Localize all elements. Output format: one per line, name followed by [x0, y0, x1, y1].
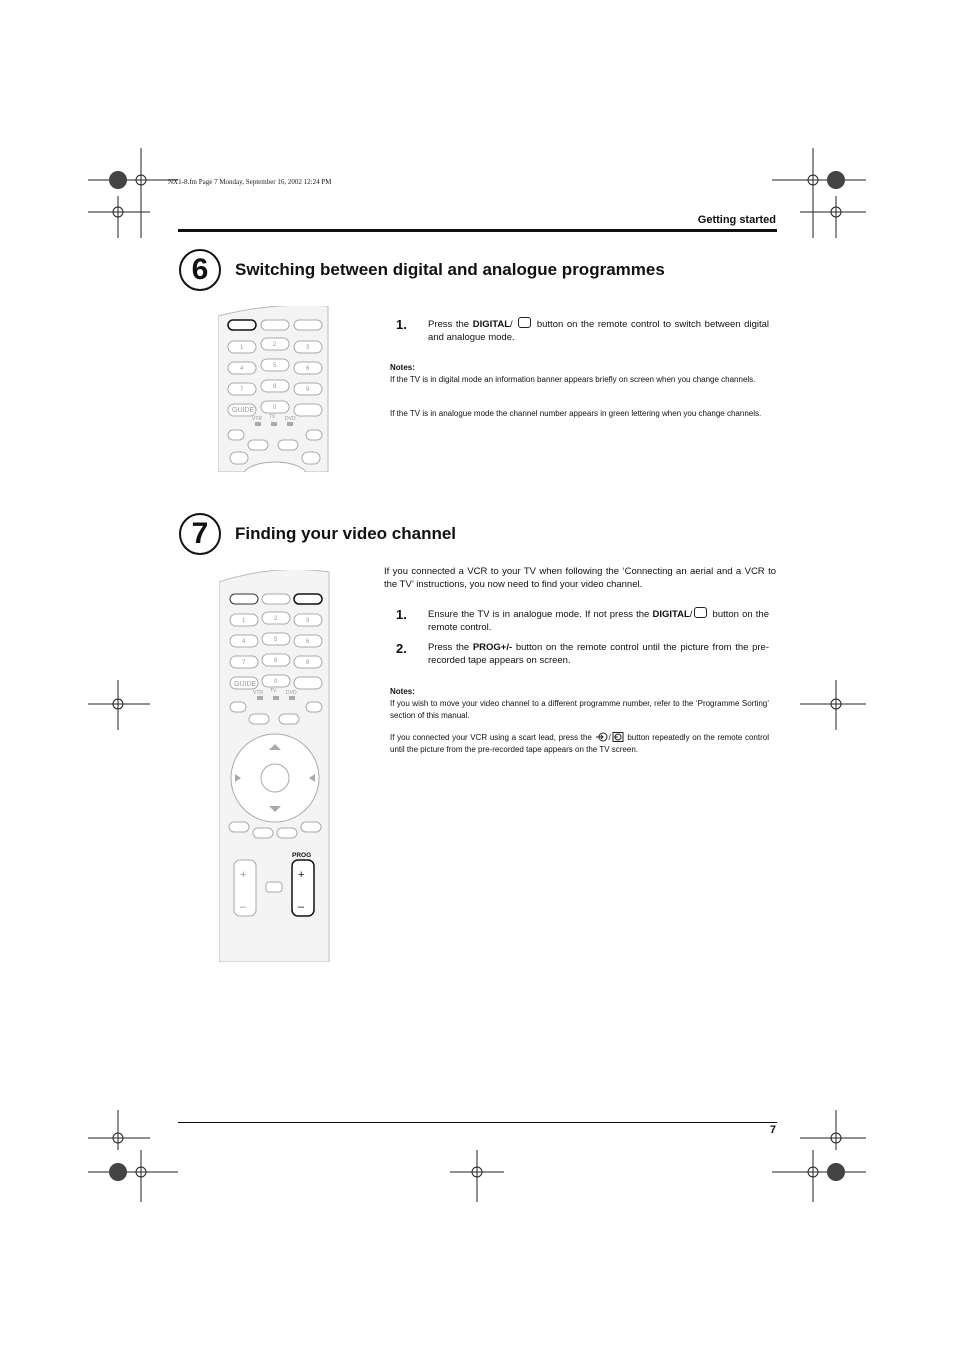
section-7-step-1-text: Ensure the TV is in analogue mode. If not press the DIGITAL/ button on the remote control. — [428, 609, 770, 633]
section-6-note-1: If the TV is in digital mode an information banner appears briefly on screen when you change channels. — [390, 375, 756, 384]
remote2-key-9: 9 — [306, 660, 310, 666]
input-select-boxed-icon — [612, 732, 624, 742]
remote-key-9: 9 — [306, 387, 310, 393]
header-rule — [178, 229, 777, 232]
remote-key-6: 6 — [306, 366, 310, 372]
file-slug: NX1-8.fm Page 7 Monday, September 16, 2002 12:24 PM — [168, 178, 332, 186]
section-7-step-2-text: Press the PROG+/- button on the remote control until the picture from the pre-recorded tape appears on screen. — [428, 642, 769, 666]
remote2-key-4: 4 — [242, 639, 246, 645]
tv-mode-button-icon — [518, 317, 531, 328]
remote-control-illustration-top — [218, 306, 330, 472]
section-7-step-1-number: 1. — [396, 607, 407, 622]
remote-key-2: 2 — [273, 342, 277, 348]
remote-prog-label: PROG — [292, 852, 312, 859]
remote-key-5: 5 — [273, 363, 277, 369]
remote2-source-tv: TV — [270, 688, 277, 694]
remote-guide-label: GUIDE — [232, 407, 255, 414]
section-6-step-1-number: 1. — [396, 317, 407, 332]
remote-key-1: 1 — [240, 345, 244, 351]
footer-rule — [178, 1122, 777, 1123]
remote-key-7: 7 — [240, 387, 244, 393]
remote-source-vtr: VTR — [252, 416, 262, 422]
running-header: Getting started — [697, 214, 776, 226]
remote2-key-5: 5 — [274, 637, 278, 643]
remote2-source-vtr: VTR — [253, 690, 263, 696]
remote2-key-1: 1 — [242, 618, 246, 624]
section-6-title: Switching between digital and analogue programmes — [235, 260, 665, 279]
section-6-notes-label: Notes: — [390, 363, 415, 372]
remote-key-0: 0 — [273, 405, 277, 411]
remote2-guide-label: GUIDE — [234, 681, 257, 688]
section-7-note-2: If you connected your VCR using a scart lead, press the / button repeatedly on the remote control until the picture from the pre-recorded tape appears on the TV screen. — [390, 733, 769, 754]
remote-key-8: 8 — [273, 384, 277, 390]
section-6-note-2: If the TV is in analogue mode the channel number appears in green lettering when you change channels. — [390, 409, 762, 418]
section-7-step-2-number: 2. — [396, 641, 407, 656]
section-7-note-1: If you wish to move your video channel to a different programme number, refer to the ‘Programme Sorting’ section of this manual. — [390, 699, 769, 720]
remote-source-tv: TV — [269, 414, 276, 420]
remote2-key-7: 7 — [242, 660, 246, 666]
remote2-key-8: 8 — [274, 658, 278, 664]
section-7-title: Finding your video channel — [235, 524, 457, 543]
page-number: 7 — [769, 1124, 776, 1136]
input-select-icon — [596, 732, 608, 742]
section-7-intro: If you connected a VCR to your TV when following the ‘Connecting an aerial and a VCR to the TV’ instructions, you now need to find your video channel. — [384, 566, 776, 590]
remote-prog-minus: – — [298, 901, 305, 913]
section-6-number-badge: 6 — [179, 249, 221, 291]
tv-mode-button-icon — [694, 607, 707, 618]
remote-key-4: 4 — [240, 366, 244, 372]
remote-source-dvd: DVD — [285, 416, 296, 422]
section-7-notes-label: Notes: — [390, 687, 415, 696]
remote-key-3: 3 — [306, 345, 310, 351]
remote2-key-6: 6 — [306, 639, 310, 645]
remote2-source-dvd: DVD — [286, 690, 297, 696]
section-6-step-1-text: Press the DIGITAL/ button on the remote control to switch between digital and analogue mode. — [428, 319, 769, 343]
remote-prog-plus: + — [298, 869, 305, 881]
remote2-key-0: 0 — [274, 679, 278, 685]
remote-control-illustration-full — [219, 570, 330, 962]
remote-volume-minus: – — [240, 901, 247, 913]
section-7-number-badge: 7 — [179, 513, 221, 555]
remote-volume-plus: + — [240, 869, 247, 881]
remote2-key-3: 3 — [306, 618, 310, 624]
remote2-key-2: 2 — [274, 616, 278, 622]
